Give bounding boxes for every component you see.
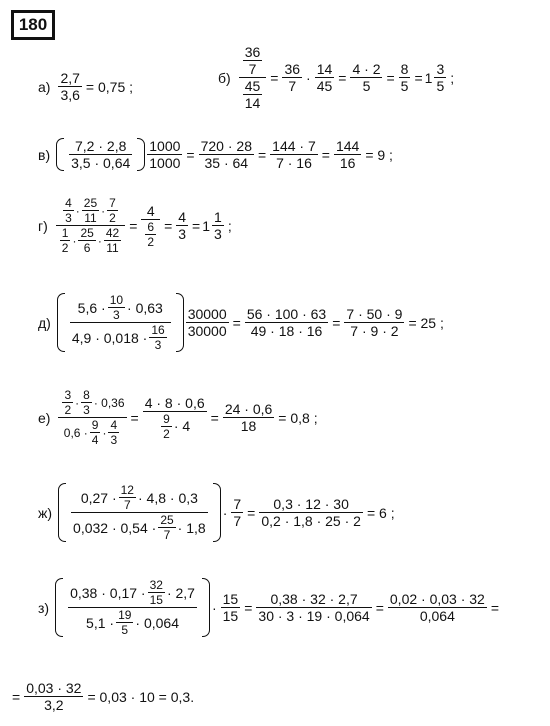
- fraction: [62, 388, 73, 417]
- fraction: [245, 306, 328, 339]
- math-term: · 0,63: [127, 299, 163, 316]
- denominator: 7: [163, 528, 171, 542]
- label-zh: ж): [38, 504, 53, 521]
- fraction: [119, 483, 136, 512]
- denominator: 6: [83, 241, 91, 255]
- math-term: =: [244, 599, 253, 616]
- numerator: 4: [146, 202, 155, 219]
- label-g: г): [38, 217, 48, 234]
- denominator: 3,2: [44, 697, 64, 713]
- math-term: 5,6 ·: [77, 299, 106, 316]
- left-paren: [56, 138, 64, 171]
- compound-fraction-g: [56, 196, 125, 255]
- label-b: б): [218, 69, 231, 86]
- left-paren: [57, 293, 65, 352]
- denominator: 0,2 · 1,8 · 25 · 2: [261, 513, 361, 529]
- denominator: 3: [83, 403, 90, 417]
- parenthesized-group: [58, 483, 221, 542]
- numerator: 56 · 100 · 63: [246, 306, 327, 322]
- numerator: 4: [178, 209, 187, 225]
- fraction: [399, 61, 411, 94]
- numerator: 1000: [149, 138, 181, 154]
- math-term: =: [321, 146, 330, 163]
- label-v: в): [38, 146, 51, 163]
- right-paren: [202, 578, 210, 637]
- fraction-a: [58, 70, 81, 103]
- math-term: · 4,8 · 0,3: [137, 489, 198, 506]
- fraction: [334, 138, 361, 171]
- denominator: 11: [84, 211, 97, 225]
- numerator: 19: [118, 608, 132, 622]
- left-paren: [55, 578, 63, 637]
- numerator: 4: [65, 196, 72, 210]
- equation-g: [38, 196, 234, 255]
- denominator: [71, 513, 208, 542]
- numerator: 1: [61, 226, 69, 240]
- denominator: 2: [61, 241, 69, 255]
- fraction: [256, 591, 371, 624]
- denominator: 7: [233, 513, 242, 529]
- math-term: =: [247, 504, 256, 521]
- fraction: [223, 401, 274, 434]
- numerator: 14: [316, 61, 333, 77]
- label-e: е): [38, 409, 51, 426]
- fraction: [315, 61, 335, 94]
- numerator: 8: [400, 61, 409, 77]
- math-term: =: [164, 217, 173, 234]
- fraction: [24, 680, 83, 713]
- numerator: 1: [214, 209, 222, 225]
- numerator: 16: [151, 323, 165, 337]
- fraction: [148, 578, 165, 607]
- math-term: ·: [97, 233, 102, 248]
- math-term: =: [332, 314, 341, 331]
- math-term: =: [210, 409, 219, 426]
- denominator: 7: [248, 61, 257, 77]
- fraction: [108, 418, 119, 447]
- math-term: · 0,36: [93, 395, 125, 410]
- fraction: [141, 203, 160, 249]
- numerator: 25: [160, 513, 174, 527]
- parenthesized-group: [56, 138, 145, 171]
- numerator: 720 · 28: [200, 138, 252, 154]
- denominator: 2: [109, 211, 116, 225]
- math-term: = 0,03 · 10 = 0,3.: [87, 688, 195, 705]
- parenthesized-group: [57, 293, 184, 352]
- fraction: [344, 306, 404, 339]
- denominator: [84, 608, 181, 637]
- fraction: [69, 138, 132, 171]
- math-term: ·: [211, 599, 217, 616]
- math-term: = 25 ;: [408, 314, 444, 331]
- mixed-number-b: [425, 61, 449, 94]
- fraction: [158, 513, 175, 542]
- equation-e: [38, 388, 320, 447]
- math-term: ·: [306, 69, 311, 86]
- math-term: 5,1 ·: [86, 614, 115, 631]
- numerator: 45: [244, 78, 261, 94]
- math-term: ·: [102, 425, 107, 440]
- numerator: 0,38 · 32 · 2,7: [270, 591, 358, 607]
- math-term: = 0,75 ;: [85, 78, 134, 95]
- numerator: 15: [222, 591, 239, 607]
- fraction: [176, 209, 188, 242]
- numerator: [239, 44, 267, 77]
- fraction: [58, 388, 126, 447]
- denominator: 3: [154, 338, 162, 352]
- denominator: 3: [110, 433, 118, 447]
- math-term: ·: [222, 504, 228, 521]
- math-term: [66, 483, 213, 542]
- fraction: [350, 61, 382, 94]
- numerator: [59, 196, 122, 225]
- label-z: з): [38, 599, 50, 616]
- math-term: = 6 ;: [366, 504, 395, 521]
- fraction: [243, 78, 263, 111]
- math-term: ·: [75, 395, 80, 410]
- fraction: [70, 293, 171, 352]
- math-term: 4,9 · 0,018 ·: [71, 329, 148, 346]
- denominator: 5: [121, 623, 129, 637]
- fraction: [116, 608, 133, 637]
- numerator: [76, 293, 165, 322]
- fraction: [186, 306, 229, 339]
- denominator: 3: [113, 308, 120, 322]
- numerator: 144 · 7: [272, 138, 316, 154]
- denominator: 7: [123, 498, 131, 512]
- denominator: 3,5 · 0,64: [71, 155, 131, 171]
- numerator: 24 · 0,6: [224, 401, 273, 417]
- math-term: [64, 138, 137, 171]
- math-term: =: [12, 688, 21, 705]
- numerator: 8: [83, 388, 90, 402]
- fraction: [221, 591, 241, 624]
- left-paren: [58, 483, 66, 542]
- denominator: 3,6: [60, 87, 80, 103]
- math-term: · 1,8: [177, 519, 206, 536]
- numerator: 36: [284, 61, 301, 77]
- math-term: =: [338, 69, 347, 86]
- equation-z: [38, 578, 501, 637]
- fraction: [143, 395, 207, 441]
- fraction: [199, 138, 254, 171]
- numerator: 7: [109, 196, 116, 210]
- fraction: [104, 226, 121, 255]
- math-term: =: [414, 69, 423, 86]
- denominator: [141, 220, 160, 249]
- numerator: 4 · 8 · 0,6: [144, 394, 205, 411]
- parenthesized-group: [55, 578, 210, 637]
- equation-b: [218, 44, 456, 111]
- numerator: [79, 483, 200, 512]
- numerator: 7,2 · 2,8: [75, 138, 127, 154]
- denominator: [239, 78, 267, 111]
- numerator: 9: [163, 411, 170, 426]
- denominator: 2: [163, 426, 170, 441]
- numerator: 4: [110, 418, 118, 432]
- denominator: 1000: [149, 155, 181, 171]
- math-term: 0,38 · 0,17 ·: [70, 584, 146, 601]
- problem-number-badge: 180: [11, 10, 55, 40]
- denominator: 7: [288, 78, 297, 94]
- math-term: =: [490, 599, 500, 616]
- right-paren: [176, 293, 184, 352]
- fraction: [270, 138, 318, 171]
- numerator: [68, 578, 197, 607]
- denominator: 2: [64, 403, 72, 417]
- compound-fraction-b: [239, 44, 267, 111]
- denominator: 5: [436, 78, 445, 94]
- denominator: 15: [149, 593, 163, 607]
- math-term: 1: [202, 217, 211, 234]
- mixed-number: [202, 209, 226, 242]
- math-term: 0,6 ·: [63, 425, 88, 440]
- denominator: 16: [339, 155, 356, 171]
- fraction: [108, 293, 125, 322]
- numerator: 12: [120, 483, 134, 497]
- denominator: [62, 418, 123, 447]
- math-term: =: [130, 409, 139, 426]
- fraction: [434, 61, 446, 94]
- fraction: [107, 196, 118, 225]
- fraction: [243, 44, 263, 77]
- fraction: [212, 209, 224, 242]
- numerator: 4 · 2: [352, 61, 381, 77]
- denominator: 35 · 64: [204, 155, 249, 171]
- math-term: = 9 ;: [365, 146, 393, 163]
- fraction: [259, 496, 363, 529]
- fraction: [147, 138, 182, 171]
- math-term: · 2,7: [166, 584, 195, 601]
- numerator: 7 · 50 · 9: [346, 306, 403, 322]
- denominator: [56, 226, 125, 255]
- right-paren: [213, 483, 221, 542]
- numerator: 0,3 · 12 · 30: [273, 496, 349, 512]
- denominator: 4: [91, 433, 99, 447]
- numerator: 6: [147, 219, 155, 234]
- numerator: 2,7: [60, 70, 80, 86]
- math-term: ·: [101, 203, 106, 218]
- fraction: [149, 323, 166, 352]
- denominator: 49 · 18 · 16: [250, 323, 323, 339]
- fraction: [60, 226, 71, 255]
- fraction: [68, 578, 197, 637]
- denominator: 30000: [187, 323, 227, 339]
- math-term: ;: [227, 217, 232, 234]
- denominator: 18: [240, 418, 257, 434]
- math-term: ;: [450, 69, 455, 86]
- numerator: 0,03 · 32: [26, 680, 82, 696]
- denominator: 7 · 16: [276, 155, 312, 171]
- math-term: =: [232, 314, 241, 331]
- numerator: 7: [233, 496, 242, 512]
- equation-z-continued: [10, 680, 196, 713]
- denominator: 2: [147, 234, 155, 249]
- fraction: [81, 388, 92, 417]
- fraction: [82, 196, 99, 225]
- math-term: [63, 578, 202, 637]
- numerator: 32: [149, 578, 163, 592]
- math-term: · 4: [173, 418, 191, 434]
- math-term: ·: [75, 203, 80, 218]
- numerator: 144: [335, 138, 360, 154]
- denominator: 3: [214, 226, 222, 242]
- math-term: 0,032 · 0,54 ·: [73, 519, 157, 536]
- math-term: ·: [72, 233, 77, 248]
- equation-a: [38, 70, 135, 103]
- denominator: 3: [178, 226, 187, 242]
- right-paren: [137, 138, 145, 171]
- math-term: =: [375, 599, 384, 616]
- fraction: [90, 418, 101, 447]
- math-term: =: [192, 217, 201, 234]
- denominator: 14: [244, 95, 261, 111]
- denominator: 7 · 9 · 2: [350, 323, 399, 339]
- numerator: 25: [83, 196, 98, 210]
- numerator: 3: [436, 61, 445, 77]
- math-term: =: [386, 69, 395, 86]
- math-term: [65, 293, 176, 352]
- numerator: 0,02 · 0,03 · 32: [389, 591, 485, 607]
- equation-d: [38, 293, 446, 352]
- denominator: [157, 412, 192, 441]
- equation-zh: [38, 483, 397, 542]
- math-term: · 0,064: [135, 614, 180, 631]
- math-term: = 0,8 ;: [278, 409, 318, 426]
- label-d: д): [38, 314, 51, 331]
- denominator: [70, 323, 171, 352]
- math-term: 0,27 ·: [80, 489, 117, 506]
- numerator: 10: [109, 293, 124, 307]
- denominator: 0,064: [419, 608, 455, 624]
- math-term: 1: [424, 69, 433, 86]
- denominator: 11: [106, 241, 119, 255]
- denominator: 30 · 3 · 19 · 0,064: [258, 608, 370, 624]
- denominator: 15: [222, 608, 239, 624]
- math-term: =: [257, 146, 267, 163]
- fraction: [282, 61, 302, 94]
- fraction: [231, 496, 243, 529]
- numerator: 9: [91, 418, 99, 432]
- numerator: 30000: [187, 306, 227, 322]
- denominator: 5: [362, 78, 371, 94]
- denominator: 45: [316, 78, 333, 94]
- fraction: [71, 483, 208, 542]
- fraction: [78, 226, 95, 255]
- denominator: 3: [65, 211, 72, 225]
- numerator: 36: [244, 44, 261, 60]
- numerator: 3: [64, 388, 72, 402]
- fraction: [145, 220, 156, 249]
- fraction: [63, 196, 74, 225]
- denominator: 5: [400, 78, 409, 94]
- label-a: а): [38, 78, 51, 95]
- numerator: 25: [80, 226, 94, 240]
- fraction: [388, 591, 487, 624]
- numerator: [58, 388, 126, 417]
- math-term: =: [186, 146, 195, 163]
- math-term: =: [270, 69, 279, 86]
- equation-v: [38, 138, 395, 171]
- numerator: 42: [105, 226, 120, 240]
- fraction: [161, 412, 172, 441]
- math-term: =: [129, 217, 138, 234]
